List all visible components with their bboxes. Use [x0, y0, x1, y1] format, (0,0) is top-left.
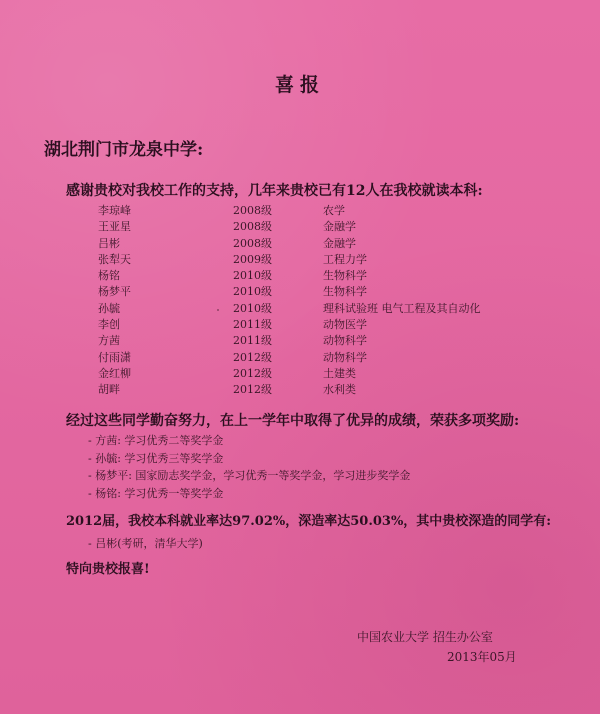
student-major: 金融学	[323, 220, 356, 234]
student-major: 水利类	[323, 383, 356, 397]
intro-line: 感谢贵校对我校工作的支持，几年来贵校已有12人在我校就读本科:	[66, 183, 483, 199]
student-grade: 2011级	[233, 334, 272, 348]
student-grade: 2010级	[233, 301, 272, 315]
student-row	[98, 236, 558, 252]
student-grade: 2012级	[233, 383, 272, 397]
student-row	[98, 284, 558, 300]
student-major: 土建类	[323, 366, 356, 380]
student-major: 生物科学	[323, 269, 367, 283]
closing-line: 特向贵校报喜!	[66, 562, 150, 577]
student-grade: 2012级	[233, 350, 272, 364]
student-row	[98, 219, 558, 235]
student-major: 动物科学	[323, 334, 367, 348]
student-name: 李琼峰	[98, 204, 131, 217]
student-major: 工程力学	[323, 252, 367, 266]
student-major: 金融学	[323, 236, 356, 250]
student-name: 李创	[98, 318, 120, 332]
award-item: - 杨铭: 学习优秀一等奖学金	[88, 486, 224, 500]
recipient-line: 湖北荆门市龙泉中学:	[44, 140, 204, 160]
student-row	[98, 350, 558, 366]
student-major: 农学	[323, 204, 345, 217]
award-item: - 方茜: 学习优秀二等奖学金	[88, 434, 224, 447]
student-name: 吕彬	[98, 236, 120, 250]
student-name: 孙毓	[98, 301, 120, 315]
awards-list	[88, 432, 410, 502]
award-item: - 杨梦平: 国家励志奖学金，学习优秀一等奖学金，学习进步奖学金	[88, 469, 411, 482]
student-name: 王亚星	[98, 220, 131, 234]
issue-date: 2013年05月	[447, 650, 517, 664]
student-grade: 2008级	[233, 220, 272, 234]
student-row	[98, 252, 558, 268]
student-row	[98, 268, 558, 284]
student-name: 付雨潇	[98, 350, 131, 364]
student-row	[98, 301, 558, 317]
student-row	[98, 203, 558, 219]
student-list	[98, 203, 558, 399]
student-name: 张犁天	[98, 252, 131, 266]
student-grade: 2011级	[233, 318, 272, 332]
student-major: 生物科学	[323, 285, 367, 299]
student-grade: 2010级	[233, 285, 272, 299]
student-major: 动物医学	[323, 318, 367, 332]
student-row	[98, 366, 558, 382]
student-row	[98, 333, 558, 349]
student-grade: 2008级	[233, 236, 272, 250]
student-major: 动物科学	[323, 350, 367, 364]
award-item: - 孙毓: 学习优秀三等奖学金	[88, 451, 224, 465]
student-major: 理科试验班 电气工程及其自动化	[323, 301, 481, 315]
student-row	[98, 317, 558, 333]
paper-speck	[217, 309, 219, 311]
student-grade: 2012级	[233, 366, 272, 380]
awards-heading: 经过这些同学勤奋努力，在上一学年中取得了优异的成绩，荣获多项奖励:	[66, 413, 520, 429]
student-grade: 2008级	[233, 204, 272, 217]
student-name: 胡畔	[98, 383, 120, 397]
student-grade: 2010级	[233, 269, 272, 283]
student-row	[98, 382, 558, 398]
organization-name: 中国农业大学 招生办公室	[357, 630, 493, 644]
student-name: 杨梦平	[98, 285, 131, 299]
signature-block	[357, 627, 517, 667]
graduate-item: - 吕彬(考研，清华大学)	[88, 537, 203, 550]
student-name: 杨铭	[98, 269, 120, 283]
employment-line: 2012届，我校本科就业率达97.02%，深造率达50.03%，其中贵校深造的同学有:	[66, 514, 552, 529]
student-grade: 2009级	[233, 252, 272, 266]
student-name: 方茜	[98, 334, 120, 348]
student-name: 金红柳	[98, 366, 131, 380]
notice-title: 喜报	[274, 74, 325, 96]
paper-speck	[420, 520, 421, 521]
